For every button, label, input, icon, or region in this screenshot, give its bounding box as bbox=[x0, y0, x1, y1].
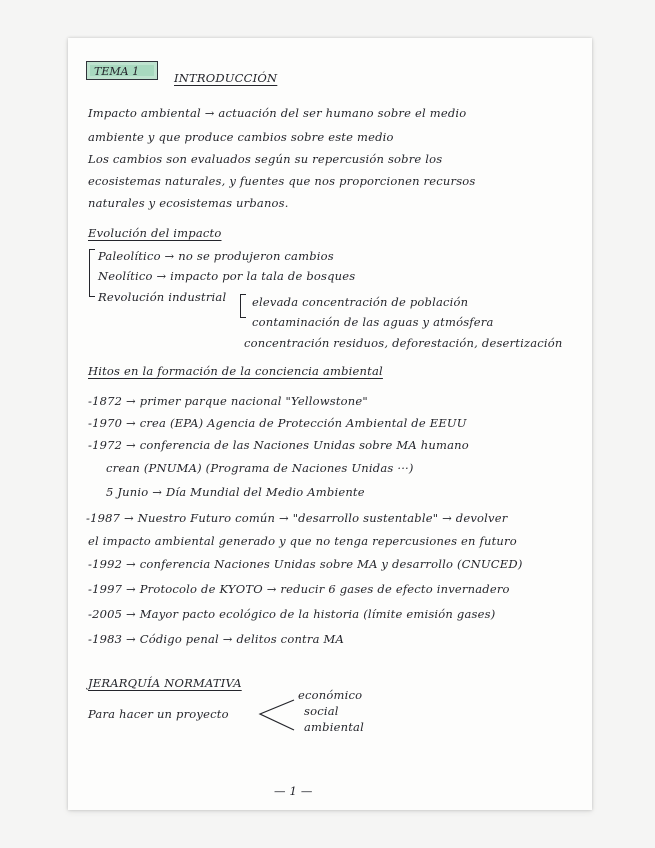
section-heading-hitos: Hitos en la formación de la conciencia ambiental bbox=[88, 364, 383, 378]
page-number: — 1 — bbox=[274, 784, 313, 798]
jerarquia-branch: ambiental bbox=[304, 720, 364, 734]
evolucion-item: Paleolítico → no se produjeron cambios bbox=[98, 249, 334, 263]
hito-item: -1983 → Código penal → delitos contra MA bbox=[88, 632, 344, 646]
revolucion-bracket bbox=[240, 294, 246, 318]
hito-item: -1872 → primer parque nacional "Yellowstone" bbox=[88, 394, 368, 408]
hito-item: -1997 → Protocolo de KYOTO → reducir 6 gases de efecto invernadero bbox=[88, 582, 510, 596]
section-heading-evolucion: Evolución del impacto bbox=[88, 226, 222, 240]
hito-item: -1972 → conferencia de las Naciones Unidas sobre MA humano bbox=[88, 438, 469, 452]
section-heading-jerarquia: JERARQUÍA NORMATIVA bbox=[88, 676, 242, 690]
revolucion-subitem: contaminación de las aguas y atmósfera bbox=[252, 315, 494, 329]
intro-line: ambiente y que produce cambios sobre este medio bbox=[88, 130, 394, 144]
evolucion-item: Neolítico → impacto por la tala de bosques bbox=[98, 269, 356, 283]
jerarquia-branch: social bbox=[304, 704, 339, 718]
jerarquia-text: Para hacer un proyecto bbox=[88, 707, 229, 721]
revolucion-subitem: concentración residuos, deforestación, desertización bbox=[244, 336, 563, 350]
evolucion-bracket bbox=[89, 249, 95, 297]
intro-line: naturales y ecosistemas urbanos. bbox=[88, 196, 289, 210]
hito-item: el impacto ambiental generado y que no tenga repercusiones en futuro bbox=[88, 534, 517, 548]
intro-line: Impacto ambiental → actuación del ser humano sobre el medio bbox=[88, 106, 467, 120]
intro-line: ecosistemas naturales, y fuentes que nos proporcionen recursos bbox=[88, 174, 476, 188]
page-title: INTRODUCCIÓN bbox=[174, 71, 278, 85]
tema-label: TEMA 1 bbox=[94, 65, 140, 78]
hito-item: -1992 → conferencia Naciones Unidas sobre MA y desarrollo (CNUCED) bbox=[88, 557, 523, 571]
jerarquia-branch: económico bbox=[298, 688, 363, 702]
tema-box bbox=[86, 61, 158, 80]
branch-arrow-icon bbox=[256, 696, 296, 736]
evolucion-item: Revolución industrial bbox=[98, 290, 227, 304]
intro-line: Los cambios son evaluados según su repercusión sobre los bbox=[88, 152, 443, 166]
hito-item: -1970 → crea (EPA) Agencia de Protección Ambiental de EEUU bbox=[88, 416, 467, 430]
notebook-page bbox=[68, 38, 592, 810]
hito-item: -1987 → Nuestro Futuro común → "desarrollo sustentable" → devolver bbox=[86, 511, 508, 525]
hito-item: 5 Junio → Día Mundial del Medio Ambiente bbox=[106, 485, 365, 499]
hito-item: -2005 → Mayor pacto ecológico de la historia (límite emisión gases) bbox=[88, 607, 496, 621]
revolucion-subitem: elevada concentración de población bbox=[252, 295, 469, 309]
hito-item: crean (PNUMA) (Programa de Naciones Unidas ···) bbox=[106, 461, 414, 475]
